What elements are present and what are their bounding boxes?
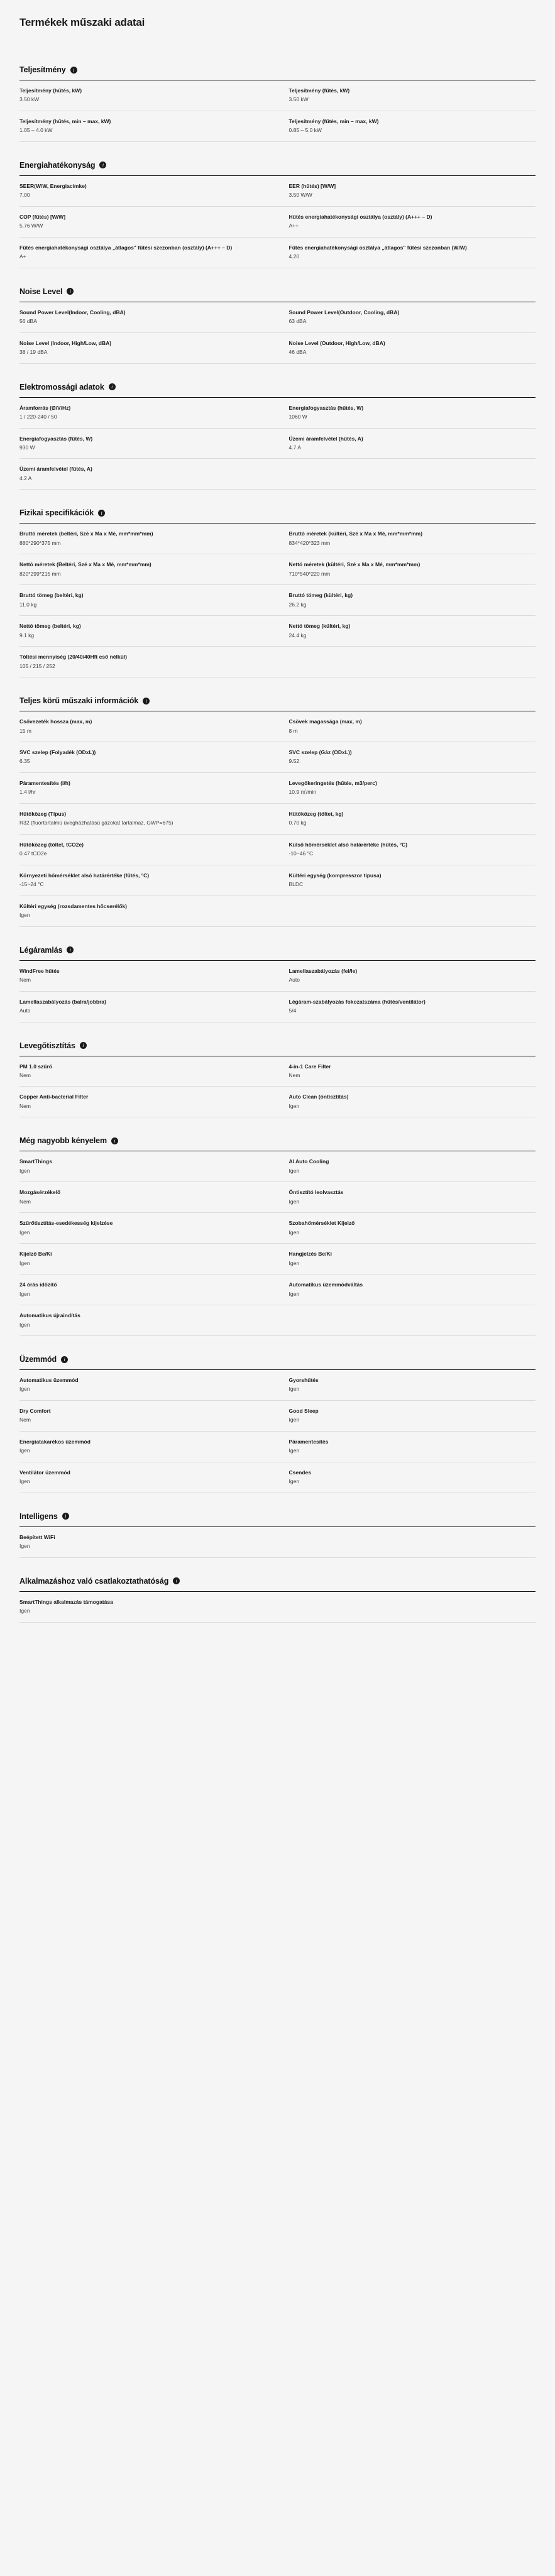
spec-label: Páramentesítés [288,1438,329,1445]
spec-row [278,1274,536,1305]
spec-row-empty [278,1527,536,1558]
spec-row [278,742,536,773]
info-icon[interactable] [61,1356,68,1363]
spec-row [19,1151,278,1182]
spec-label: Noise Level (Outdoor, High/Low, dBA) [288,339,385,346]
spec-label: Good Sleep [288,1407,319,1414]
spec-row [19,711,278,742]
spec-value: 1060 W [288,414,307,420]
spec-value: Nem [19,977,31,984]
section-title: Intelligens [19,1511,58,1521]
spec-value: 105 / 215 / 252 [19,662,55,669]
spec-label: SVC szelep (Folyadék (ODxL)) [19,749,96,755]
spec-label: Szűrőtisztítás-esedékesség kijelzése [19,1220,113,1227]
spec-row [19,647,278,677]
spec-label: 4-in-1 Care Filter [288,1063,331,1070]
spec-row [278,1462,536,1493]
spec-value: Igen [288,1167,300,1174]
spec-grid [19,1527,536,1558]
spec-value: 820*299*215 mm [19,570,61,577]
spec-row [19,865,278,896]
spec-label: Auto Clean (öntisztítás) [288,1093,349,1100]
spec-label: Bruttó méretek (beltéri, Szé x Ma x Mé, mm*mm*mm) [19,530,153,537]
section-title: Még nagyobb kényelem [19,1136,107,1146]
spec-value: 9.52 [288,758,300,765]
spec-section-intelligens [19,1512,536,1558]
section-spacer [19,1558,536,1577]
spec-section-levegotisztitas [19,1041,536,1118]
spec-label: Lamellaszabályozás (balra/jobbra) [19,998,106,1005]
info-icon[interactable] [99,162,106,168]
spec-row [19,1213,278,1244]
section-spacer [19,1022,536,1041]
spec-row [278,111,536,142]
spec-value: 11.0 kg [19,601,37,608]
spec-row [19,1305,278,1336]
spec-value: Igen [288,1102,300,1109]
section-spacer [19,1493,536,1512]
spec-row [19,523,278,554]
spec-value: Nem [19,1072,31,1078]
spec-value: Igen [19,912,30,919]
spec-value: 3.50 kW [19,96,40,103]
spec-grid [19,176,536,268]
spec-value: 63 dBA [288,318,307,325]
section-header [19,946,536,961]
spec-section-meg-nagyobb-kenyelem [19,1136,536,1336]
spec-value: Igen [19,1447,30,1454]
spec-row [19,554,278,585]
spec-label: Fűtés energiahatékonysági osztálya „átlagos" fűtési szezonban (W/W) [288,244,467,251]
spec-value: 6.35 [19,758,30,765]
info-icon[interactable] [62,1513,69,1520]
spec-label: Bruttó méretek (kültéri, Szé x Ma x Mé, mm*mm*mm) [288,530,423,537]
spec-label: Csővezeték hossza (max, m) [19,718,92,725]
spec-label: Teljesítmény (hűtés, kW) [19,87,82,94]
spec-label: Ventilátor üzemmód [19,1469,70,1476]
info-icon[interactable] [70,67,77,74]
spec-label: Áramforrás (Ø/V/Hz) [19,404,71,411]
spec-row [19,207,278,238]
spec-row [19,896,278,927]
section-header [19,696,536,711]
spec-value: 1.05 – 4.0 kW [19,127,53,134]
spec-row [19,804,278,835]
spec-row [278,1213,536,1244]
spec-row [19,992,278,1022]
section-spacer [19,268,536,287]
spec-row [19,1182,278,1213]
spec-row [19,111,278,142]
spec-section-uzemmod [19,1355,536,1493]
info-icon[interactable] [80,1042,87,1049]
spec-label: Mozgásérzékelő [19,1189,61,1196]
spec-label: Hűtőközeg (töltet, tCO2e) [19,841,84,848]
spec-row [278,523,536,554]
spec-row [19,1527,278,1558]
spec-row [278,207,536,238]
spec-label: Környezeti hőmérséklet alsó határértéke (fűtés, °C) [19,872,150,879]
spec-row [19,80,278,111]
section-title: Elektromossági adatok [19,382,104,392]
spec-row [278,585,536,616]
spec-label: Automatikus üzemmódváltás [288,1281,363,1288]
spec-value: Nem [19,1102,31,1109]
spec-value: 46 dBA [288,349,307,356]
spec-row [278,1151,536,1182]
spec-value: 1.4 l/hr [19,789,36,796]
spec-label: Sound Power Level(Indoor, Cooling, dBA) [19,309,126,315]
spec-row [278,80,536,111]
section-title: Levegőtisztítás [19,1041,75,1050]
spec-row [19,742,278,773]
section-spacer [19,490,536,508]
spec-value: -15~24 °C [19,881,44,888]
spec-label: Nettó méretek (kültéri, Szé x Ma x Mé, mm*mm*mm) [288,561,420,568]
spec-value: Nem [19,1417,31,1423]
spec-label: Csendes [288,1469,311,1476]
section-title: Teljesítmény [19,65,66,74]
spec-value: Igen [288,1290,300,1297]
spec-value: Igen [19,1478,30,1485]
spec-grid [19,398,536,490]
spec-label: WindFree hűtés [19,967,60,974]
spec-value: Nem [288,1072,300,1078]
spec-label: Szobahőmérséklet Kijelző [288,1220,355,1227]
section-header [19,161,536,176]
spec-row [278,1370,536,1401]
spec-value: Igen [19,1167,30,1174]
spec-row [278,992,536,1022]
spec-row [278,554,536,585]
spec-label: Energiafogyasztás (fűtés, W) [19,435,93,442]
spec-value: Igen [288,1386,300,1393]
spec-label: PM 1.0 szűrő [19,1063,52,1070]
spec-row [19,616,278,647]
section-title: Üzemmód [19,1355,57,1364]
spec-grid [19,1370,536,1493]
spec-label: Páramentesítés (l/h) [19,779,70,786]
spec-label: Töltési mennyiség (20/40/40Hft cső nélkül) [19,654,128,660]
spec-label: 24 órás időzítő [19,1281,57,1288]
page-title: Termékek műszaki adatai [19,16,145,28]
spec-label: Gyorshűtés [288,1377,319,1383]
spec-label: Teljesítmény (hűtés, min – max, kW) [19,118,111,124]
spec-row-empty [278,1592,536,1623]
info-icon[interactable] [111,1137,118,1144]
spec-value: 56 dBA [19,318,37,325]
spec-value: A+ [19,253,26,260]
spec-value: 4.20 [288,253,300,260]
spec-row [278,302,536,333]
spec-label: Copper Anti-bacterial Filter [19,1093,89,1100]
spec-label: Üzemi áramfelvétel (fűtés, A) [19,466,92,473]
spec-section-energiahatekonysag [19,161,536,268]
section-spacer [19,927,536,946]
spec-label: Lamellaszabályozás (fel/le) [288,967,358,974]
spec-value: 7.00 [19,192,30,199]
spec-value: Igen [288,1478,300,1485]
spec-value: Auto [288,977,300,984]
spec-label: Bruttó tömeg (kültéri, kg) [288,592,353,599]
spec-label: Sound Power Level(Outdoor, Cooling, dBA) [288,309,400,315]
spec-row [19,333,278,364]
spec-value: Nem [19,1198,31,1205]
section-header [19,1577,536,1592]
section-title: Alkalmazáshoz való csatlakoztathatóság [19,1576,169,1586]
spec-grid [19,1151,536,1336]
spec-value: -10~46 °C [288,850,314,857]
spec-row [19,398,278,429]
spec-value: 0.47 tCO2e [19,850,47,857]
section-header [19,508,536,523]
spec-label: Nettó tömeg (kültéri, kg) [288,623,351,630]
spec-value: 24.4 kg [288,632,307,639]
section-title: Légáramlás [19,945,63,955]
spec-row [19,1592,278,1623]
spec-row [278,176,536,207]
spec-value: A++ [288,222,299,229]
spec-value: R32 (fluortartalmú üvegházhatású gázokat tartalmaz, GWP=675) [19,819,173,826]
spec-row [278,1401,536,1432]
spec-label: Dry Comfort [19,1407,51,1414]
spec-row [278,1182,536,1213]
spec-row [19,1056,278,1087]
spec-label: Teljesítmény (fűtés, min – max, kW) [288,118,379,124]
spec-label: Nettó méretek (Beltéri, Szé x Ma x Mé, mm*mm*mm) [19,561,151,568]
spec-grid [19,1056,536,1118]
spec-value: 930 W [19,444,35,451]
section-spacer [19,364,536,383]
spec-value: 0.85 – 5.0 kW [288,127,322,134]
spec-label: Légáram-szabályozás fokozatszáma (hűtés/ventilátor) [288,998,426,1005]
spec-row [278,804,536,835]
spec-value: Igen [288,1447,300,1454]
spec-section-alkalmazashoz-valo-csatlakoztathatosag [19,1577,536,1623]
spec-section-teljes-koru-muszaki-informaciok [19,696,536,927]
spec-label: Külső hőmérséklet alsó határértéke (hűtés, °C) [288,841,408,848]
section-title: Energiahatékonyság [19,160,96,170]
spec-value: 5.76 W/W [19,222,43,229]
spec-row [278,429,536,459]
spec-row [278,1432,536,1462]
spec-value: Igen [288,1198,300,1205]
spec-value: Igen [19,1290,30,1297]
spec-row [19,302,278,333]
spec-row [278,1056,536,1087]
spec-row [278,773,536,804]
spec-label: SmartThings [19,1158,52,1165]
spec-value: 38 / 19 dBA [19,349,48,356]
info-icon[interactable] [173,1577,180,1584]
spec-value: Igen [19,1229,30,1236]
spec-label: Üzemi áramfelvétel (hűtés, A) [288,435,363,442]
section-title: Noise Level [19,287,63,296]
spec-label: Hűtőközeg (Típus) [19,810,67,817]
spec-label: Kijelző Be/Ki [19,1251,52,1258]
spec-grid [19,1592,536,1623]
spec-row [278,616,536,647]
spec-row [19,835,278,865]
spec-label: AI Auto Cooling [288,1158,329,1165]
info-icon[interactable] [67,946,74,953]
spec-section-legaramlas [19,946,536,1022]
spec-row [19,238,278,268]
spec-grid [19,523,536,677]
spec-grid [19,80,536,142]
spec-row-empty [278,459,536,490]
section-spacer [19,142,536,161]
spec-value: 1 / 220-240 / 50 [19,414,57,420]
section-spacer [19,1336,536,1355]
spec-label: Energiatakarékos üzemmód [19,1438,91,1445]
spec-label: Kültéri egység (rozsdamentes hőcserélők) [19,902,128,909]
spec-row [19,459,278,490]
spec-row-empty [278,647,536,677]
spec-label: Bruttó tömeg (beltéri, kg) [19,592,84,599]
section-spacer [19,677,536,696]
spec-row [19,1462,278,1493]
spec-row [19,961,278,992]
spec-row [19,1370,278,1401]
section-header [19,287,536,302]
spec-row [19,429,278,459]
info-icon[interactable] [143,698,150,704]
spec-grid [19,711,536,927]
spec-label: Nettó tömeg (beltéri, kg) [19,623,81,630]
section-title: Teljes körű műszaki információk [19,696,139,706]
spec-row [278,711,536,742]
spec-label: Beépített WiFi [19,1533,55,1540]
section-header [19,65,536,80]
spec-value: 834*420*323 mm [288,539,331,546]
spec-grid [19,961,536,1022]
spec-value: 8 m [288,727,298,734]
spec-label: Automatikus újraindítás [19,1312,80,1319]
section-spacer [19,1117,536,1136]
spec-value: Igen [19,1321,30,1328]
spec-row [19,1432,278,1462]
spec-label: Noise Level (Indoor, High/Low, dBA) [19,339,112,346]
spec-row [278,1244,536,1274]
spec-value: Igen [19,1259,30,1266]
spec-value: 3.50 kW [288,96,309,103]
spec-value: 9.1 kg [19,632,35,639]
spec-label: Energiafogyasztás (hűtés, W) [288,404,364,411]
spec-value: Igen [288,1229,300,1236]
section-title: Fizikai specifikációk [19,508,94,518]
spec-value: Igen [19,1386,30,1393]
spec-value: Igen [288,1259,300,1266]
spec-value: 0.70 kg [288,819,307,826]
spec-value: 880*290*375 mm [19,539,61,546]
spec-row [19,1401,278,1432]
spec-label: Csövek magassága (max, m) [288,718,362,725]
section-header [19,1041,536,1056]
spec-row [278,238,536,268]
spec-label: Hangjelzés Be/Ki [288,1251,332,1258]
spec-label: Hűtőközeg (töltet, kg) [288,810,344,817]
info-icon[interactable] [109,383,116,390]
spec-value: 26.2 kg [288,601,307,608]
spec-grid [19,302,536,364]
spec-value: BLDC [288,881,304,888]
spec-row [278,1087,536,1117]
spec-label: EER (hűtés) [W/W] [288,182,336,189]
spec-row [19,585,278,616]
section-header [19,383,536,398]
spec-label: SVC szelep (Gáz (ODxL)) [288,749,352,755]
spec-row [19,1244,278,1274]
spec-label: SEER(W/W, Energiacímke) [19,182,87,189]
spec-label: Kültéri egység (kompresszor típusa) [288,872,382,879]
spec-row-empty [278,1305,536,1336]
spec-value: 710*540*220 mm [288,570,331,577]
spec-value: Igen [288,1417,300,1423]
spec-section-elektromossagi-adatok [19,383,536,490]
section-header [19,1512,536,1527]
spec-label: SmartThings alkalmazás támogatása [19,1598,113,1605]
info-icon[interactable] [98,510,105,517]
spec-value: Igen [19,1608,30,1614]
info-icon[interactable] [67,288,74,295]
spec-row [19,773,278,804]
spec-value: 10.9 ㎥/min [288,789,316,796]
spec-label: Levegőkeringetés (hűtés, m3/perc) [288,779,377,786]
spec-value: 5/4 [288,1007,297,1014]
spec-label: Automatikus üzemmód [19,1377,79,1383]
spec-value: 15 m [19,727,31,734]
spec-row [278,961,536,992]
section-header [19,1355,536,1370]
spec-sections [0,65,555,1623]
spec-label: Hűtés energiahatékonysági osztálya (osztály) (A+++ – D) [288,213,432,220]
spec-value: 4.2 A [19,474,32,481]
spec-label: Öntisztító leolvasztás [288,1189,344,1196]
spec-section-teljesitmeny [19,65,536,142]
spec-row [19,1274,278,1305]
spec-value: Auto [19,1007,31,1014]
spec-value: Igen [19,1543,30,1550]
spec-value: 3.50 W/W [288,192,312,199]
spec-row [278,865,536,896]
spec-label: COP (fűtés) [W/W] [19,213,66,220]
spec-row [278,398,536,429]
spec-label: Teljesítmény (fűtés, kW) [288,87,350,94]
spec-row-empty [278,896,536,927]
section-header [19,1136,536,1151]
spec-section-fizikai-specifikaciok [19,508,536,677]
spec-value: 4.7 A [288,444,301,451]
spec-section-noise-level [19,287,536,364]
spec-row [19,1087,278,1117]
spec-label: Fűtés energiahatékonysági osztálya „átlagos" fűtési szezonban (osztály) (A+++ – D) [19,244,233,251]
spec-row [278,835,536,865]
spec-row [278,333,536,364]
spec-row [19,176,278,207]
